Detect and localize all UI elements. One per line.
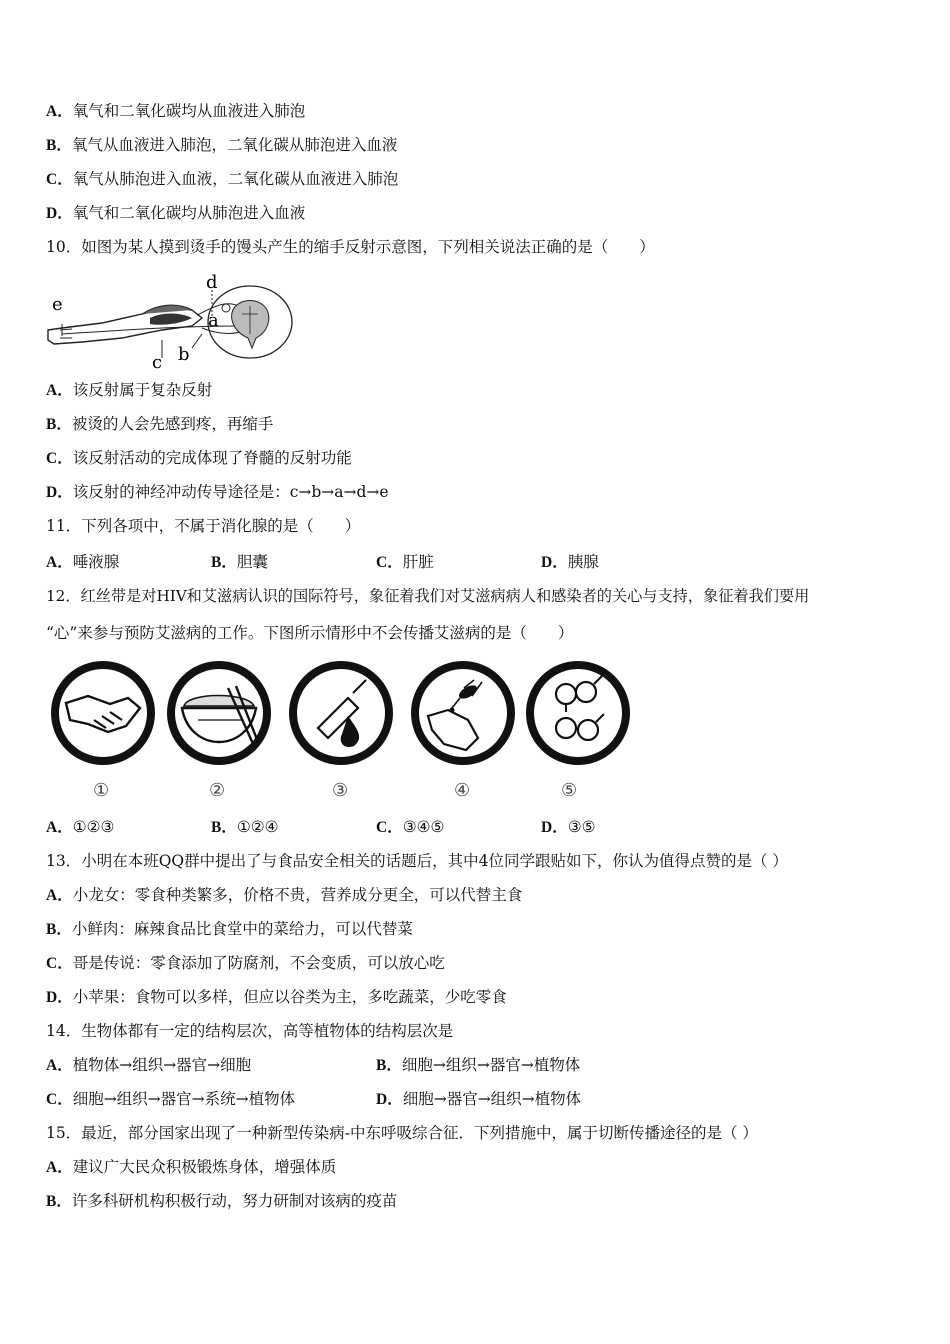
q14-option-a: A．植物体→组织→器官→细胞 <box>46 1056 252 1074</box>
q11-stem: 11．下列各项中，不属于消化腺的是（ ） <box>46 517 361 535</box>
syringe-blood-icon <box>293 665 389 761</box>
q12-option-a: A．①②③ <box>46 818 115 836</box>
label-e: e <box>52 294 63 315</box>
q11-option-c: C．肝脏 <box>376 553 434 571</box>
q13-option-c: C．哥是传说：零食添加了防腐剂，不会变质，可以放心吃 <box>46 954 445 972</box>
q10-option-b: B．被烫的人会先感到疼，再缩手 <box>46 415 274 433</box>
label-b: b <box>178 344 190 365</box>
q12-stem-line1: 12．红丝带是对HIV和艾滋病认识的国际符号，象征着我们对艾滋病病人和感染者的关心与支持，象征着我们要用 <box>46 587 810 605</box>
q13-option-d: D．小苹果：食物可以多样，但应以谷类为主，多吃蔬菜，少吃零食 <box>46 988 507 1006</box>
q14-option-d: D．细胞→器官→组织→植物体 <box>376 1090 582 1108</box>
hiv-icons-figure <box>48 658 636 804</box>
rice-bowl-icon <box>171 665 267 761</box>
q11-option-b: B．胆囊 <box>211 553 268 571</box>
hiv-icons <box>48 658 636 804</box>
icon-label-4: ④ <box>454 780 471 801</box>
q12-option-d: D．③⑤ <box>541 818 596 836</box>
q12-option-b: B．①②④ <box>211 818 279 836</box>
q14-option-b: B．细胞→组织→器官→植物体 <box>376 1056 581 1074</box>
handshake-icon <box>55 665 151 761</box>
q13-stem: 13．小明在本班QQ群中提出了与食品安全相关的话题后，其中4位同学跟贴如下，你认为值得点赞的是（ ） <box>46 852 788 870</box>
icon-label-1: ① <box>93 780 110 801</box>
q11-option-a: A．唾液腺 <box>46 553 120 571</box>
q14-option-c: C．细胞→组织→器官→系统→植物体 <box>46 1090 296 1108</box>
q15-option-b: B．许多科研机构积极行动，努力研制对该病的疫苗 <box>46 1192 398 1210</box>
q13-option-b: B．小鲜肉：麻辣食品比食堂中的菜给力，可以代替菜 <box>46 920 413 938</box>
label-c: c <box>152 352 163 372</box>
reflex-arc-figure <box>42 268 298 372</box>
icon-label-2: ② <box>209 780 226 801</box>
q15-option-a: A．建议广大民众积极锻炼身体，增强体质 <box>46 1158 337 1176</box>
q15-stem: 15．最近，部分国家出现了一种新型传染病-中东呼吸综合征．下列措施中，属于切断传播途径的是（ ） <box>46 1124 758 1142</box>
mosquito-hand-icon <box>415 665 511 761</box>
q12-option-c: C．③④⑤ <box>376 818 445 836</box>
label-d: d <box>206 272 218 293</box>
q10-stem: 10．如图为某人摸到烫手的馒头产生的缩手反射示意图，下列相关说法正确的是（ ） <box>46 238 655 256</box>
icon-label-5: ⑤ <box>561 780 578 801</box>
q9-option-c: C．氧气从肺泡进入血液，二氧化碳从血液进入肺泡 <box>46 170 399 188</box>
icon-label-3: ③ <box>332 780 349 801</box>
q10-option-d: D．该反射的神经冲动传导途径是：c→b→a→d→e <box>46 483 389 501</box>
reflex-arc-diagram <box>42 268 298 372</box>
q9-option-b: B．氧气从血液进入肺泡，二氧化碳从肺泡进入血液 <box>46 136 398 154</box>
gender-symbols-icon <box>530 665 626 761</box>
q14-stem: 14．生物体都有一定的结构层次，高等植物体的结构层次是 <box>46 1022 454 1040</box>
q11-option-d: D．胰腺 <box>541 553 599 571</box>
q10-option-a: A．该反射属于复杂反射 <box>46 381 213 399</box>
q9-option-d: D．氧气和二氧化碳均从肺泡进入血液 <box>46 204 306 222</box>
q9-option-a: A．氧气和二氧化碳均从血液进入肺泡 <box>46 102 306 120</box>
q10-option-c: C．该反射活动的完成体现了脊髓的反射功能 <box>46 449 352 467</box>
label-a: a <box>208 310 219 331</box>
q12-stem-line2: “心”来参与预防艾滋病的工作。下图所示情形中不会传播艾滋病的是（ ） <box>46 624 574 642</box>
q13-option-a: A．小龙女：零食种类繁多，价格不贵，营养成分更全，可以代替主食 <box>46 886 523 904</box>
